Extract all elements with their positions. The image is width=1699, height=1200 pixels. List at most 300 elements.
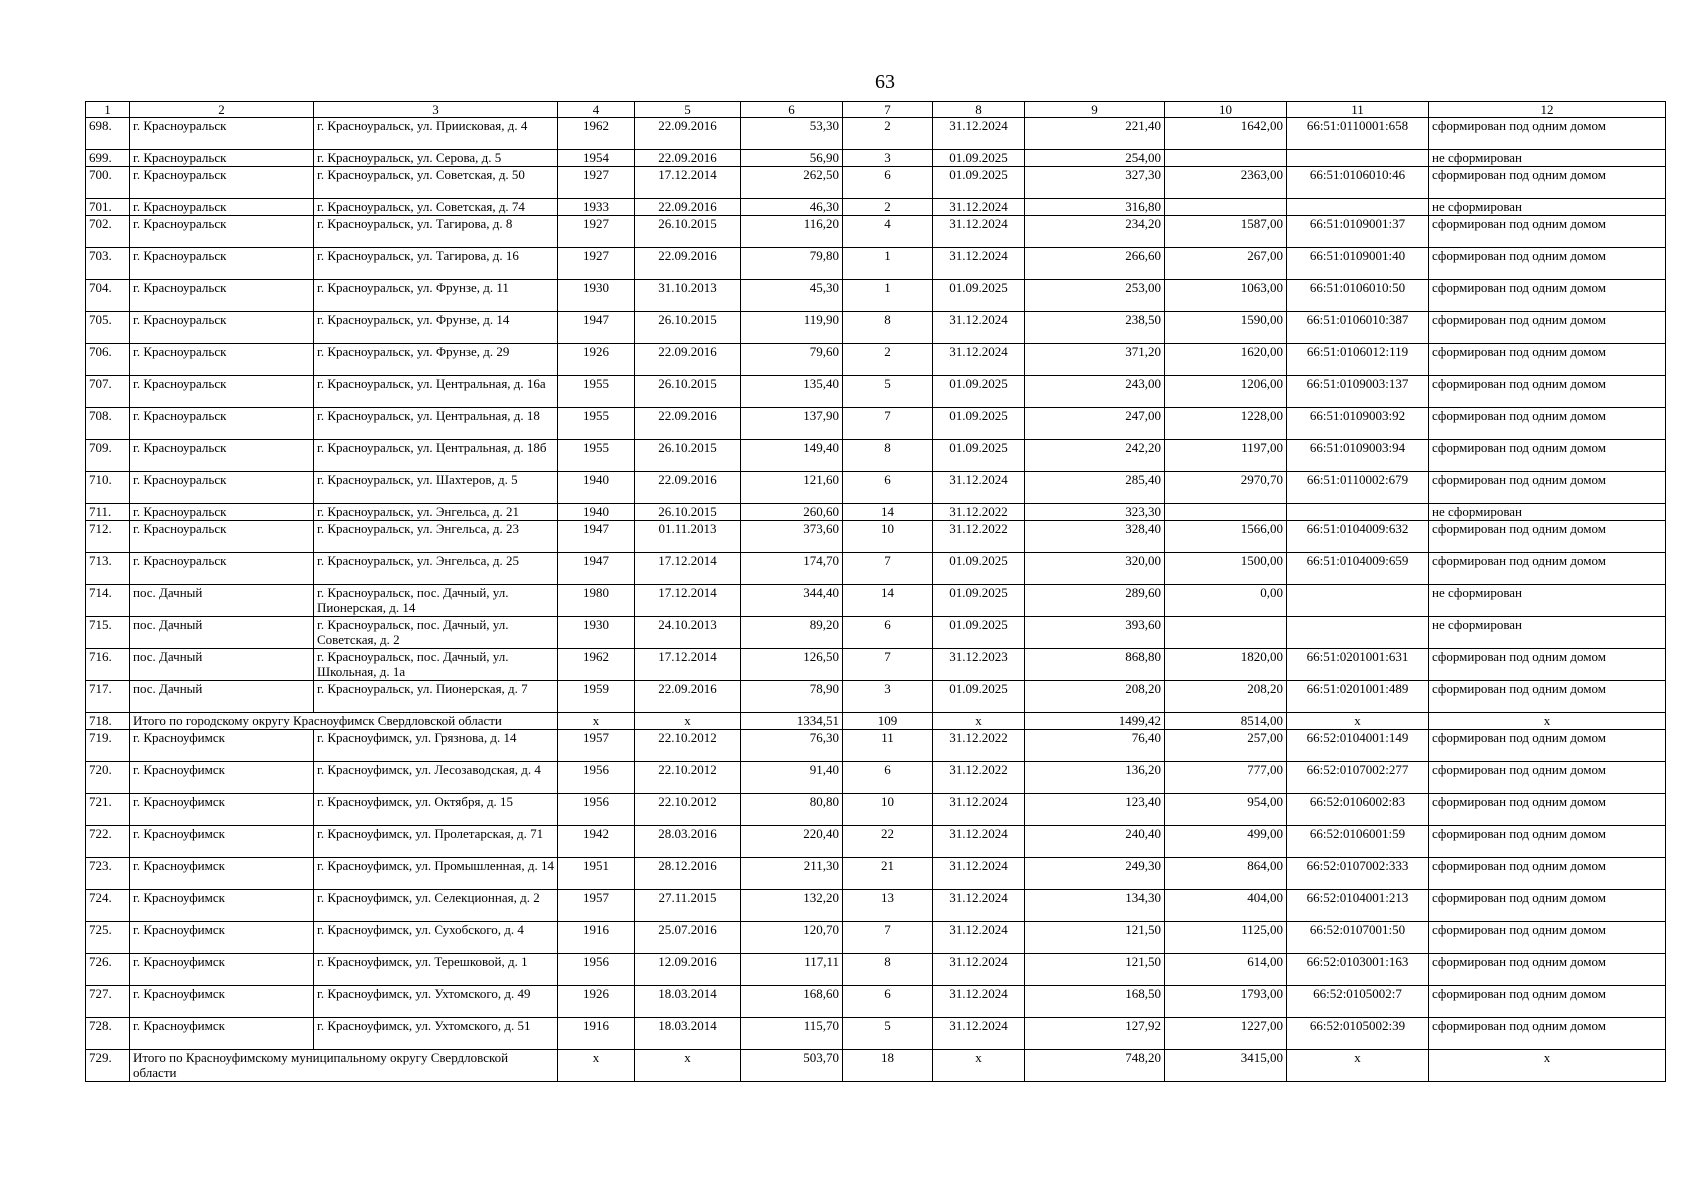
cost-cell: 285,40 [1025,472,1165,504]
year-cell: 1926 [558,986,635,1018]
address-cell: г. Красноуфимск, ул. Грязнова, д. 14 [314,730,558,762]
year-cell: 1980 [558,585,635,617]
year-cell: 1956 [558,794,635,826]
residents-cell: 6 [843,986,933,1018]
deadline-cell: x [933,1050,1025,1082]
cost-cell: 748,20 [1025,1050,1165,1082]
cadastral-number-cell: 66:51:0104009:659 [1287,553,1429,585]
land-status-cell: сформирован под одним домом [1429,344,1666,376]
year-cell: 1959 [558,681,635,713]
residents-cell: 2 [843,118,933,150]
settlement-cell: г. Красноуральск [130,472,314,504]
area-cell: 115,70 [741,1018,843,1050]
year-cell: 1940 [558,472,635,504]
date-cell: 28.03.2016 [635,826,741,858]
column-number: 12 [1429,102,1666,118]
cadastral-number-cell: 66:52:0106002:83 [1287,794,1429,826]
settlement-cell: г. Красноуфимск [130,890,314,922]
date-cell: 22.09.2016 [635,150,741,167]
cadastral-number-cell: x [1287,1050,1429,1082]
land-status-cell: сформирован под одним домом [1429,1018,1666,1050]
land-area-cell: 864,00 [1165,858,1287,890]
date-cell: 22.10.2012 [635,762,741,794]
cost-cell: 868,80 [1025,649,1165,681]
date-cell: 22.09.2016 [635,681,741,713]
land-status-cell: не сформирован [1429,504,1666,521]
deadline-cell: 01.09.2025 [933,440,1025,472]
cost-cell: 76,40 [1025,730,1165,762]
table-row [86,1018,1666,1050]
year-cell: 1927 [558,167,635,199]
address-cell: г. Красноуральск, ул. Энгельса, д. 23 [314,521,558,553]
address-cell: г. Красноуральск, ул. Приисковая, д. 4 [314,118,558,150]
residents-cell: 13 [843,890,933,922]
column-number: 8 [933,102,1025,118]
year-cell: 1930 [558,280,635,312]
table-row [86,150,1666,167]
date-cell: 26.10.2015 [635,440,741,472]
address-cell: г. Красноуральск, ул. Энгельса, д. 21 [314,504,558,521]
residents-cell: 1 [843,248,933,280]
land-area-cell: 2363,00 [1165,167,1287,199]
settlement-cell: г. Красноуральск [130,553,314,585]
housing-register-table [85,101,1666,1082]
address-cell: г. Красноуфимск, ул. Сухобского, д. 4 [314,922,558,954]
area-cell: 91,40 [741,762,843,794]
land-area-cell: 777,00 [1165,762,1287,794]
land-area-cell [1165,504,1287,521]
land-status-cell: сформирован под одним домом [1429,408,1666,440]
column-number: 5 [635,102,741,118]
residents-cell: 2 [843,344,933,376]
date-cell: 22.10.2012 [635,730,741,762]
cadastral-number-cell: 66:51:0109003:137 [1287,376,1429,408]
row-number: 710. [86,472,130,504]
land-status-cell: сформирован под одним домом [1429,553,1666,585]
land-status-cell: не сформирован [1429,617,1666,649]
land-status-cell: сформирован под одним домом [1429,922,1666,954]
address-cell: г. Красноуральск, ул. Тагирова, д. 16 [314,248,558,280]
row-number: 722. [86,826,130,858]
row-number: 704. [86,280,130,312]
land-status-cell: сформирован под одним домом [1429,280,1666,312]
row-number: 729. [86,1050,130,1082]
deadline-cell: 01.09.2025 [933,376,1025,408]
settlement-cell: г. Красноуральск [130,118,314,150]
deadline-cell: 31.12.2024 [933,248,1025,280]
area-cell: 1334,51 [741,713,843,730]
land-area-cell: 614,00 [1165,954,1287,986]
year-cell: 1957 [558,890,635,922]
cost-cell: 316,80 [1025,199,1165,216]
settlement-cell: пос. Дачный [130,681,314,713]
address-cell: г. Красноуральск, пос. Дачный, ул. Школьная, д. 1а [314,649,558,681]
total-row [86,1050,1666,1082]
land-status-cell: сформирован под одним домом [1429,248,1666,280]
table-row [86,730,1666,762]
column-number: 7 [843,102,933,118]
year-cell: 1951 [558,858,635,890]
cost-cell: 371,20 [1025,344,1165,376]
cadastral-number-cell: 66:51:0106012:119 [1287,344,1429,376]
row-number: 709. [86,440,130,472]
settlement-cell: г. Красноуральск [130,408,314,440]
deadline-cell: 31.12.2024 [933,890,1025,922]
cost-cell: 247,00 [1025,408,1165,440]
area-cell: 137,90 [741,408,843,440]
land-area-cell: 2970,70 [1165,472,1287,504]
land-area-cell: 8514,00 [1165,713,1287,730]
cost-cell: 168,50 [1025,986,1165,1018]
land-status-cell: сформирован под одним домом [1429,681,1666,713]
address-cell: г. Красноуфимск, ул. Лесозаводская, д. 4 [314,762,558,794]
area-cell: 135,40 [741,376,843,408]
address-cell: г. Красноуральск, ул. Центральная, д. 18 [314,408,558,440]
settlement-cell: г. Красноуральск [130,312,314,344]
area-cell: 503,70 [741,1050,843,1082]
table-row [86,617,1666,649]
area-cell: 220,40 [741,826,843,858]
deadline-cell: 01.09.2025 [933,167,1025,199]
cadastral-number-cell: 66:51:0109001:40 [1287,248,1429,280]
row-number: 720. [86,762,130,794]
row-number: 717. [86,681,130,713]
deadline-cell: 31.12.2022 [933,762,1025,794]
area-cell: 168,60 [741,986,843,1018]
land-status-cell: сформирован под одним домом [1429,521,1666,553]
cost-cell: 254,00 [1025,150,1165,167]
date-cell: 27.11.2015 [635,890,741,922]
land-status-cell: сформирован под одним домом [1429,472,1666,504]
residents-cell: 18 [843,1050,933,1082]
deadline-cell: 31.12.2024 [933,199,1025,216]
land-area-cell: 1820,00 [1165,649,1287,681]
residents-cell: 3 [843,681,933,713]
cost-cell: 234,20 [1025,216,1165,248]
area-cell: 262,50 [741,167,843,199]
land-area-cell: 1590,00 [1165,312,1287,344]
table-row [86,954,1666,986]
land-area-cell: 1197,00 [1165,440,1287,472]
land-area-cell: 1125,00 [1165,922,1287,954]
land-status-cell: сформирован под одним домом [1429,858,1666,890]
table-row [86,280,1666,312]
address-cell: г. Красноуральск, ул. Фрунзе, д. 29 [314,344,558,376]
settlement-cell: г. Красноуральск [130,440,314,472]
year-cell: x [558,713,635,730]
year-cell: 1947 [558,312,635,344]
date-cell: 22.09.2016 [635,472,741,504]
cost-cell: 123,40 [1025,794,1165,826]
cadastral-number-cell: 66:52:0107002:277 [1287,762,1429,794]
cadastral-number-cell: 66:51:0109001:37 [1287,216,1429,248]
year-cell: 1947 [558,521,635,553]
address-cell: г. Красноуральск, ул. Центральная, д. 16а [314,376,558,408]
year-cell: 1955 [558,440,635,472]
row-number: 708. [86,408,130,440]
row-number: 728. [86,1018,130,1050]
settlement-cell: г. Красноуфимск [130,1018,314,1050]
row-number: 727. [86,986,130,1018]
settlement-cell: г. Красноуральск [130,150,314,167]
area-cell: 260,60 [741,504,843,521]
land-status-cell: сформирован под одним домом [1429,890,1666,922]
settlement-cell: г. Красноуральск [130,376,314,408]
column-number: 2 [130,102,314,118]
table-row [86,649,1666,681]
cadastral-number-cell: 66:51:0109003:92 [1287,408,1429,440]
row-number: 724. [86,890,130,922]
land-area-cell: 1587,00 [1165,216,1287,248]
date-cell: 22.09.2016 [635,408,741,440]
table-row [86,216,1666,248]
residents-cell: 10 [843,521,933,553]
year-cell: 1926 [558,344,635,376]
area-cell: 46,30 [741,199,843,216]
deadline-cell: 31.12.2024 [933,118,1025,150]
row-number: 714. [86,585,130,617]
land-area-cell: 1206,00 [1165,376,1287,408]
column-number: 10 [1165,102,1287,118]
table-row [86,585,1666,617]
date-cell: 01.11.2013 [635,521,741,553]
land-status-cell: не сформирован [1429,150,1666,167]
date-cell: 12.09.2016 [635,954,741,986]
cadastral-number-cell: 66:52:0107001:50 [1287,922,1429,954]
residents-cell: 14 [843,585,933,617]
settlement-cell: г. Красноуральск [130,167,314,199]
column-number: 9 [1025,102,1165,118]
residents-cell: 14 [843,504,933,521]
land-area-cell: 1063,00 [1165,280,1287,312]
residents-cell: 6 [843,617,933,649]
cost-cell: 328,40 [1025,521,1165,553]
cadastral-number-cell [1287,617,1429,649]
table-row [86,118,1666,150]
cadastral-number-cell: 66:52:0106001:59 [1287,826,1429,858]
table-body [86,102,1666,1082]
cadastral-number-cell: 66:51:0106010:50 [1287,280,1429,312]
settlement-cell: г. Красноуфимск [130,794,314,826]
settlement-cell: г. Красноуральск [130,344,314,376]
address-cell: г. Красноуфимск, ул. Терешковой, д. 1 [314,954,558,986]
table-row [86,408,1666,440]
cadastral-number-cell: 66:51:0110001:658 [1287,118,1429,150]
row-number: 723. [86,858,130,890]
address-cell: г. Красноуральск, пос. Дачный, ул. Советская, д. 2 [314,617,558,649]
land-area-cell: 0,00 [1165,585,1287,617]
deadline-cell: 01.09.2025 [933,681,1025,713]
date-cell: 26.10.2015 [635,376,741,408]
table-row [86,681,1666,713]
settlement-cell: пос. Дачный [130,617,314,649]
table-row [86,826,1666,858]
cost-cell: 1499,42 [1025,713,1165,730]
land-status-cell: сформирован под одним домом [1429,118,1666,150]
deadline-cell: 31.12.2024 [933,472,1025,504]
address-cell: г. Красноуфимск, ул. Ухтомского, д. 51 [314,1018,558,1050]
table-row [86,762,1666,794]
residents-cell: 11 [843,730,933,762]
address-cell: г. Красноуральск, ул. Пионерская, д. 7 [314,681,558,713]
row-number: 706. [86,344,130,376]
deadline-cell: 01.09.2025 [933,408,1025,440]
deadline-cell: 31.12.2024 [933,922,1025,954]
land-status-cell: сформирован под одним домом [1429,649,1666,681]
year-cell: 1957 [558,730,635,762]
address-cell: г. Красноуфимск, ул. Промышленная, д. 14 [314,858,558,890]
area-cell: 121,60 [741,472,843,504]
area-cell: 126,50 [741,649,843,681]
area-cell: 373,60 [741,521,843,553]
land-status-cell: x [1429,713,1666,730]
land-status-cell: сформирован под одним домом [1429,440,1666,472]
cost-cell: 323,30 [1025,504,1165,521]
settlement-cell: г. Красноуфимск [130,762,314,794]
settlement-cell: пос. Дачный [130,649,314,681]
area-cell: 344,40 [741,585,843,617]
residents-cell: 4 [843,216,933,248]
cadastral-number-cell [1287,150,1429,167]
row-number: 712. [86,521,130,553]
residents-cell: 1 [843,280,933,312]
area-cell: 149,40 [741,440,843,472]
year-cell: 1916 [558,922,635,954]
row-number: 698. [86,118,130,150]
settlement-cell: пос. Дачный [130,585,314,617]
cost-cell: 242,20 [1025,440,1165,472]
area-cell: 116,20 [741,216,843,248]
year-cell: x [558,1050,635,1082]
land-area-cell [1165,617,1287,649]
cadastral-number-cell [1287,504,1429,521]
address-cell: г. Красноуфимск, ул. Ухтомского, д. 49 [314,986,558,1018]
cadastral-number-cell: 66:52:0105002:7 [1287,986,1429,1018]
residents-cell: 109 [843,713,933,730]
cost-cell: 127,92 [1025,1018,1165,1050]
land-area-cell [1165,150,1287,167]
land-area-cell: 1793,00 [1165,986,1287,1018]
land-area-cell: 1228,00 [1165,408,1287,440]
area-cell: 53,30 [741,118,843,150]
settlement-cell: г. Красноуфимск [130,986,314,1018]
total-row [86,713,1666,730]
deadline-cell: 31.12.2024 [933,954,1025,986]
land-area-cell: 208,20 [1165,681,1287,713]
land-area-cell: 267,00 [1165,248,1287,280]
table-row [86,890,1666,922]
row-number: 721. [86,794,130,826]
land-status-cell: сформирован под одним домом [1429,376,1666,408]
row-number: 702. [86,216,130,248]
table-row [86,922,1666,954]
row-number: 725. [86,922,130,954]
table-row [86,794,1666,826]
cost-cell: 121,50 [1025,954,1165,986]
year-cell: 1940 [558,504,635,521]
deadline-cell: 31.12.2023 [933,649,1025,681]
year-cell: 1956 [558,762,635,794]
cost-cell: 243,00 [1025,376,1165,408]
land-status-cell: сформирован под одним домом [1429,794,1666,826]
residents-cell: 10 [843,794,933,826]
row-number: 701. [86,199,130,216]
land-area-cell: 1227,00 [1165,1018,1287,1050]
date-cell: 31.10.2013 [635,280,741,312]
year-cell: 1930 [558,617,635,649]
year-cell: 1916 [558,1018,635,1050]
address-cell: г. Красноуфимск, ул. Октября, д. 15 [314,794,558,826]
settlement-cell: г. Красноуфимск [130,826,314,858]
address-cell: г. Красноуральск, ул. Советская, д. 50 [314,167,558,199]
residents-cell: 5 [843,1018,933,1050]
total-label-cell: Итого по Красноуфимскому муниципальному округу Свердловской области [130,1050,558,1082]
table-row [86,440,1666,472]
deadline-cell: 01.09.2025 [933,150,1025,167]
year-cell: 1933 [558,199,635,216]
year-cell: 1955 [558,376,635,408]
row-number: 700. [86,167,130,199]
address-cell: г. Красноуральск, пос. Дачный, ул. Пионерская, д. 14 [314,585,558,617]
cost-cell: 289,60 [1025,585,1165,617]
deadline-cell: 31.12.2024 [933,858,1025,890]
land-area-cell: 1566,00 [1165,521,1287,553]
year-cell: 1927 [558,216,635,248]
cadastral-number-cell: 66:52:0103001:163 [1287,954,1429,986]
cadastral-number-cell: 66:52:0104001:149 [1287,730,1429,762]
land-area-cell: 3415,00 [1165,1050,1287,1082]
row-number: 726. [86,954,130,986]
date-cell: 25.07.2016 [635,922,741,954]
land-area-cell: 1620,00 [1165,344,1287,376]
land-status-cell: сформирован под одним домом [1429,167,1666,199]
column-number: 3 [314,102,558,118]
date-cell: 26.10.2015 [635,312,741,344]
cost-cell: 249,30 [1025,858,1165,890]
deadline-cell: x [933,713,1025,730]
total-label-cell: Итого по городскому округу Красноуфимск Свердловской области [130,713,558,730]
table-row [86,199,1666,216]
settlement-cell: г. Красноуральск [130,248,314,280]
address-cell: г. Красноуральск, ул. Фрунзе, д. 14 [314,312,558,344]
table-row [86,986,1666,1018]
residents-cell: 7 [843,922,933,954]
residents-cell: 6 [843,472,933,504]
cadastral-number-cell: 66:51:0109003:94 [1287,440,1429,472]
table-row [86,553,1666,585]
column-number: 1 [86,102,130,118]
table-row [86,858,1666,890]
year-cell: 1956 [558,954,635,986]
deadline-cell: 31.12.2024 [933,794,1025,826]
settlement-cell: г. Красноуральск [130,504,314,521]
residents-cell: 6 [843,167,933,199]
cost-cell: 253,00 [1025,280,1165,312]
date-cell: 26.10.2015 [635,504,741,521]
date-cell: 17.12.2014 [635,167,741,199]
land-area-cell: 404,00 [1165,890,1287,922]
deadline-cell: 31.12.2024 [933,344,1025,376]
deadline-cell: 31.12.2022 [933,730,1025,762]
cost-cell: 320,00 [1025,553,1165,585]
year-cell: 1955 [558,408,635,440]
date-cell: x [635,1050,741,1082]
cost-cell: 327,30 [1025,167,1165,199]
date-cell: 17.12.2014 [635,649,741,681]
column-number: 4 [558,102,635,118]
area-cell: 76,30 [741,730,843,762]
address-cell: г. Красноуфимск, ул. Селекционная, д. 2 [314,890,558,922]
